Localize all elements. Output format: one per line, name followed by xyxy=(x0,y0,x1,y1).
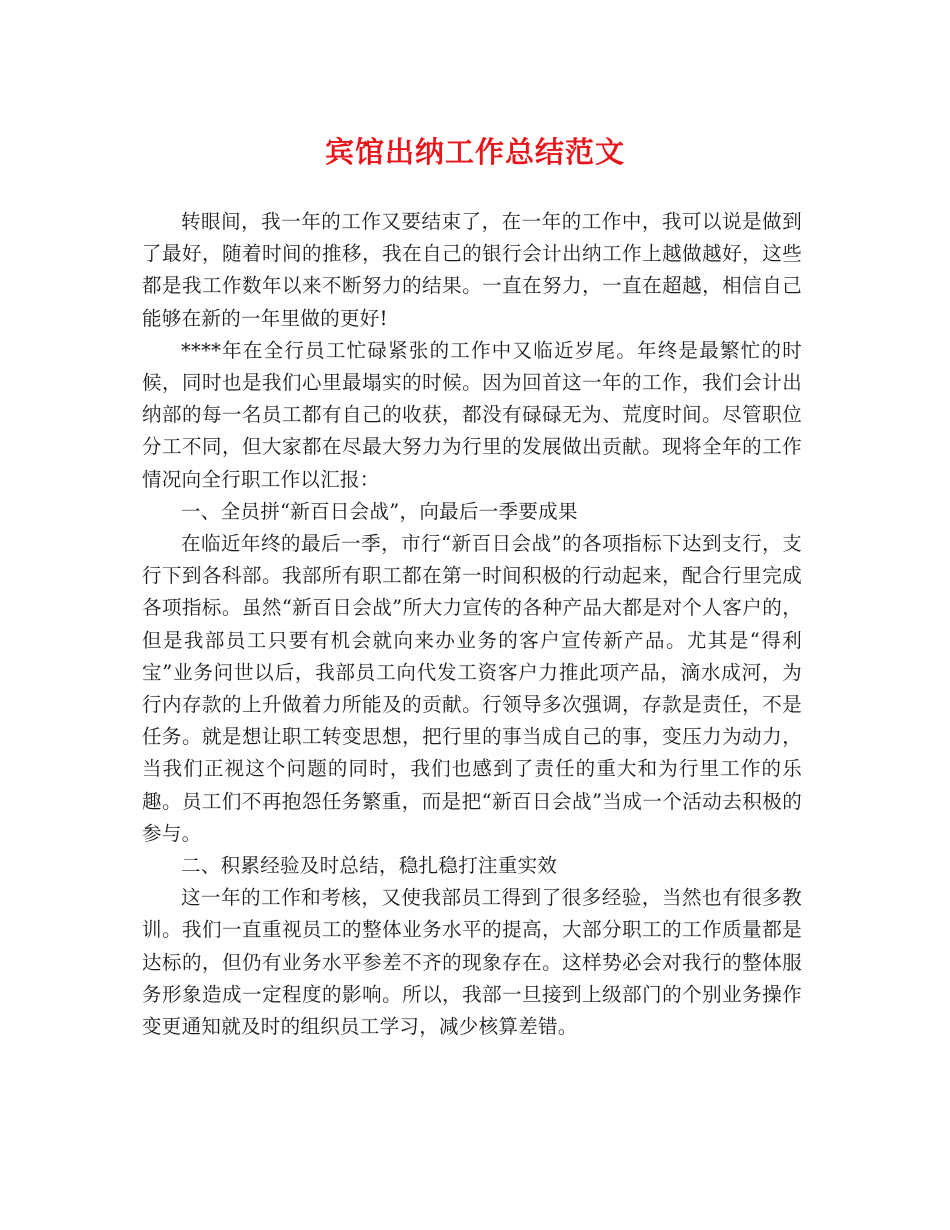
document-body xyxy=(142,206,802,1043)
section-heading-1: 一、全员拼“新百日会战”，向最后一季要成果 xyxy=(181,499,578,523)
paragraph-section-1: 在临近年终的最后一季，市行“新百日会战”的各项指标下达到支行，支行下到各科部。我部所有职工都在第一时间积极的行动起来，配合行里完成各项指标。虽然“新百日会战”所大力宣传的各种产品大都是对个人客户的，但是我部员工只要有机会就向来办业务的客户宣传新产品。尤其是“得利宝”业务问世以后，我部员工向代发工资客户力推此项产品，滴水成河，为行内存款的上升做着力所能及的贡献。行领导多次强调，存款是责任，不是任务。就是想让职工转变思想，把行里的事当成自己的事，变压力为动力，当我们正视这个问题的同时，我们也感到了责任的重大和为行里工作的乐趣。员工们不再抱怨任务繁重，而是把“新百日会战”当成一个活动去积极的参与。 xyxy=(142,532,802,845)
paragraph-overview: ****年在全行员工忙碌紧张的工作中又临近岁尾。年终是最繁忙的时候，同时也是我们心里最塌实的时候。因为回首这一年的工作，我们会计出纳部的每一名员工都有自己的收获，都没有碌碌无为、荒度时间。尽管职位分工不同，但大家都在尽最大努力为行里的发展做出贡献。现将全年的工作情况向全行职工作以汇报： xyxy=(142,338,802,491)
paragraph-section-2: 这一年的工作和考核，又使我部员工得到了很多经验，当然也有很多教训。我们一直重视员工的整体业务水平的提高，大部分职工的工作质量都是达标的，但仍有业务水平参差不齐的现象存在。这样势必会对我行的整体服务形象造成一定程度的影响。所以，我部一旦接到上级部门的个别业务操作变更通知就及时的组织员工学习，减少核算差错。 xyxy=(142,886,802,1039)
paragraph-intro: 转眼间，我一年的工作又要结束了，在一年的工作中，我可以说是做到了最好，随着时间的推移，我在自己的银行会计出纳工作上越做越好，这些都是我工作数年以来不断努力的结果。一直在努力，一直在超越，相信自己能够在新的一年里做的更好! xyxy=(142,210,802,330)
section-heading-2: 二、积累经验及时总结，稳扎稳打注重实效 xyxy=(181,854,558,878)
document-title: 宾馆出纳工作总结范文 xyxy=(324,135,625,169)
